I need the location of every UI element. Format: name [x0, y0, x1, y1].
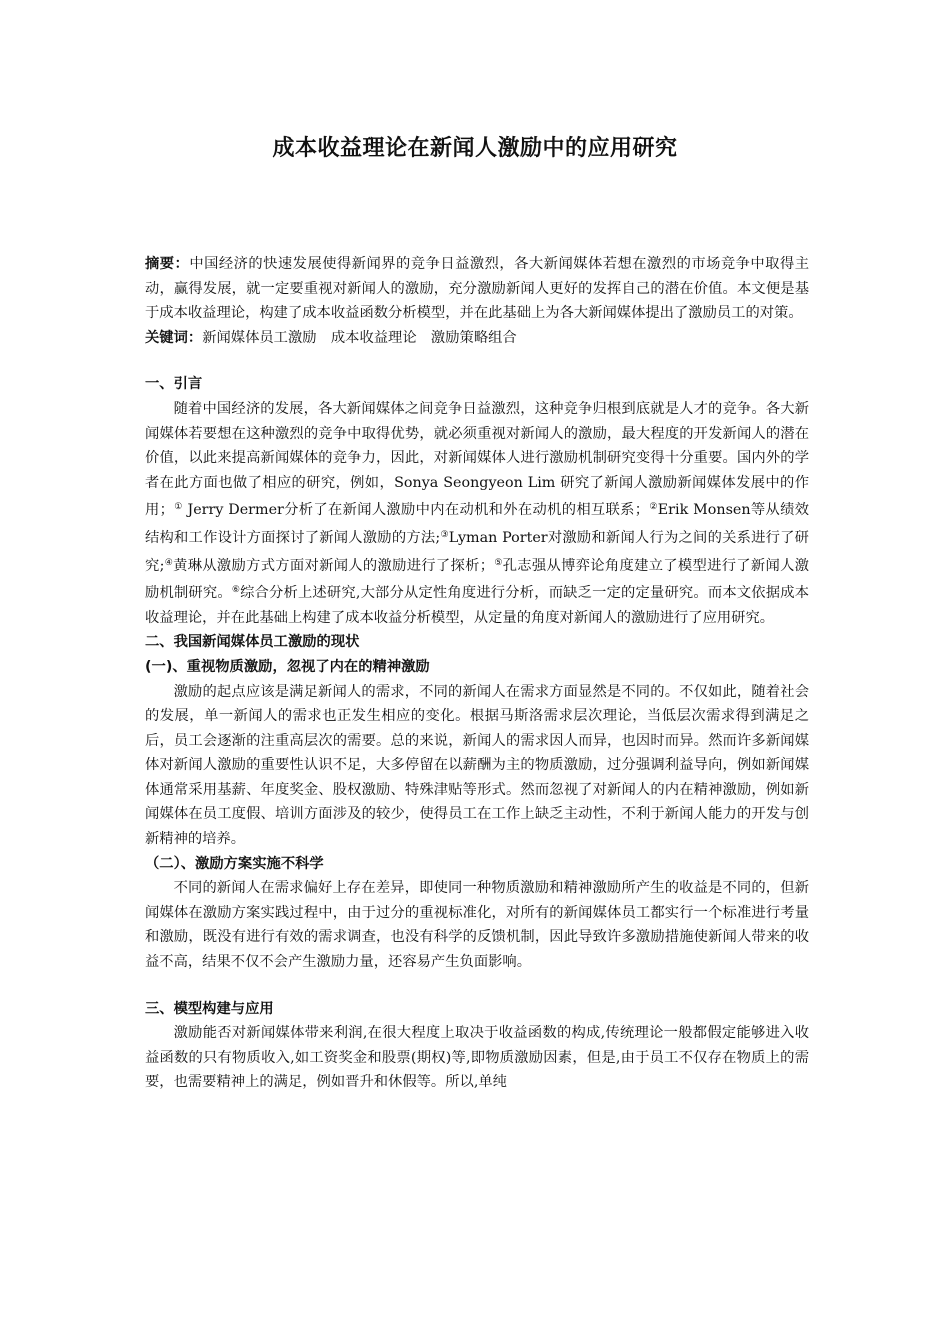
- intro-text-1: 随着中国经济的发展，各大新闻媒体之间竞争日益激烈，这种竞争归根到底就是人才的竞争。各大新闻媒体若要想在这种激烈的竞争中取得优势，就必须重视对新闻人的激励，最大程度的开发新闻人的潜在价值，以此来提高新闻媒体的竞争力，因此，对新闻媒体人进行激励机制研究变得十分重要。国内外的学者在此方面也做了相应的研究，例如，Sonya Seongyeon Lim 研究了新闻人激励新闻媒体发展中的作用；: [145, 400, 809, 519]
- footnote-marker-4: ④: [164, 557, 174, 568]
- intro-text-5: 黄琳从激励方式方面对新闻人的激励进行了探析；: [173, 557, 495, 574]
- footnote-marker-1: ①: [173, 502, 183, 513]
- footnote-marker-3: ③: [440, 529, 449, 540]
- subsection-2-paragraph: 不同的新闻人在需求偏好上存在差异，即使同一种物质激励和精神激励所产生的收益是不同的，但新闻媒体在激励方案实践过程中，由于过分的重视标准化，对所有的新闻媒体员工都实行一个标准进行考量和激励，既没有进行有效的需求调查，也没有科学的反馈机制，因此导致许多激励措施使新闻人带来的收益不高，结果不仅不会产生激励力量，还容易产生负面影响。: [145, 880, 809, 971]
- abstract-text: 中国经济的快速发展使得新闻界的竞争日益激烈，各大新闻媒体若想在激烈的市场竞争中取得主动，赢得发展，就一定要重视对新闻人的激励，充分激励新闻人更好的发挥自己的潜在价值。本文便是基于成本收益理论，构建了成本收益函数分析模型，并在此基础上为各大新闻媒体提出了激励员工的对策。: [145, 256, 810, 322]
- intro-text-7: 综合分析上述研究,大部分从定性角度进行分析，而缺乏一定的定量研究。而本文依据成本收益理论，并在此基础上构建了成本收益分析模型，从定量的角度对新闻人的激励进行了应用研究。: [145, 585, 809, 626]
- spacer: [145, 975, 809, 997]
- abstract-label: 摘要：: [145, 256, 190, 272]
- abstract: [145, 252, 809, 326]
- subsection-heading-1: (一)、重视物质激励，忽视了内在的精神激励: [145, 658, 430, 675]
- introduction-paragraph: [145, 397, 809, 630]
- subsection-1-paragraph: 激励的起点应该是满足新闻人的需求，不同的新闻人在需求方面显然是不同的。不仅如此，随着社会的发展，单一新闻人的需求也正发生相应的变化。根据马斯洛需求层次理论，当低层次需求得到满足之后，员工会逐渐的注重高层次的需要。总的来说，新闻人的需求因人而异，也因时而异。然而许多新闻媒体对新闻人激励的重要性认识不足，大多停留在以薪酬为主的物质激励，过分强调利益导向，例如新闻媒体通常采用基薪、年度奖金、股权激励、特殊津贴等形式。然而忽视了对新闻人的内在精神激励，例如新闻媒体在员工度假、培训方面涉及的较少，使得员工在工作上缺乏主动性，不利于新闻人能力的开发与创新精神的培养。: [145, 683, 809, 848]
- subsection-heading-2: （二）、激励方案实施不科学: [145, 855, 324, 872]
- keywords: [145, 326, 809, 351]
- intro-text-4: Lyman Porter对激励和新闻人行为之间的关系进行了研究;: [145, 529, 809, 574]
- footnote-marker-2: ②: [649, 502, 658, 513]
- section-heading-model: 三、模型构建与应用: [145, 1000, 274, 1017]
- intro-text-6: 孔志强从博弈论角度建立了模型进行了新闻人激励机制研究。: [145, 557, 810, 602]
- footnote-marker-6: ⑥: [231, 585, 241, 596]
- paper-title: 成本收益理论在新闻人激励中的应用研究: [272, 136, 678, 161]
- section-heading-current-status: 二、我国新闻媒体员工激励的现状: [145, 634, 360, 651]
- section-heading-introduction: 一、引言: [145, 376, 203, 393]
- keywords-text: 新闻媒体员工激励 成本收益理论 激励策略组合: [202, 329, 517, 346]
- keywords-label: 关键词：: [145, 329, 203, 346]
- footnote-marker-5: ⑤: [494, 557, 503, 568]
- intro-text-2: Jerry Dermer分析了在新闻人激励中内在动机和外在动机的相互联系；: [182, 502, 650, 519]
- intro-text-3: Erik Monsen等从绩效结构和工作设计方面探讨了新闻人激励的方法;: [145, 502, 810, 546]
- spacer: [145, 350, 809, 372]
- model-paragraph: 激励能否对新闻媒体带来利润,在很大程度上取决于收益函数的构成,传统理论一般都假定能够进入收益函数的只有物质收入,如工资奖金和股票(期权)等,即物质激励因素，但是,由于员工不仅存在物质上的需要，也需要精神上的满足，例如晋升和休假等。所以,单纯: [145, 1025, 809, 1091]
- paper-body: [145, 252, 809, 1095]
